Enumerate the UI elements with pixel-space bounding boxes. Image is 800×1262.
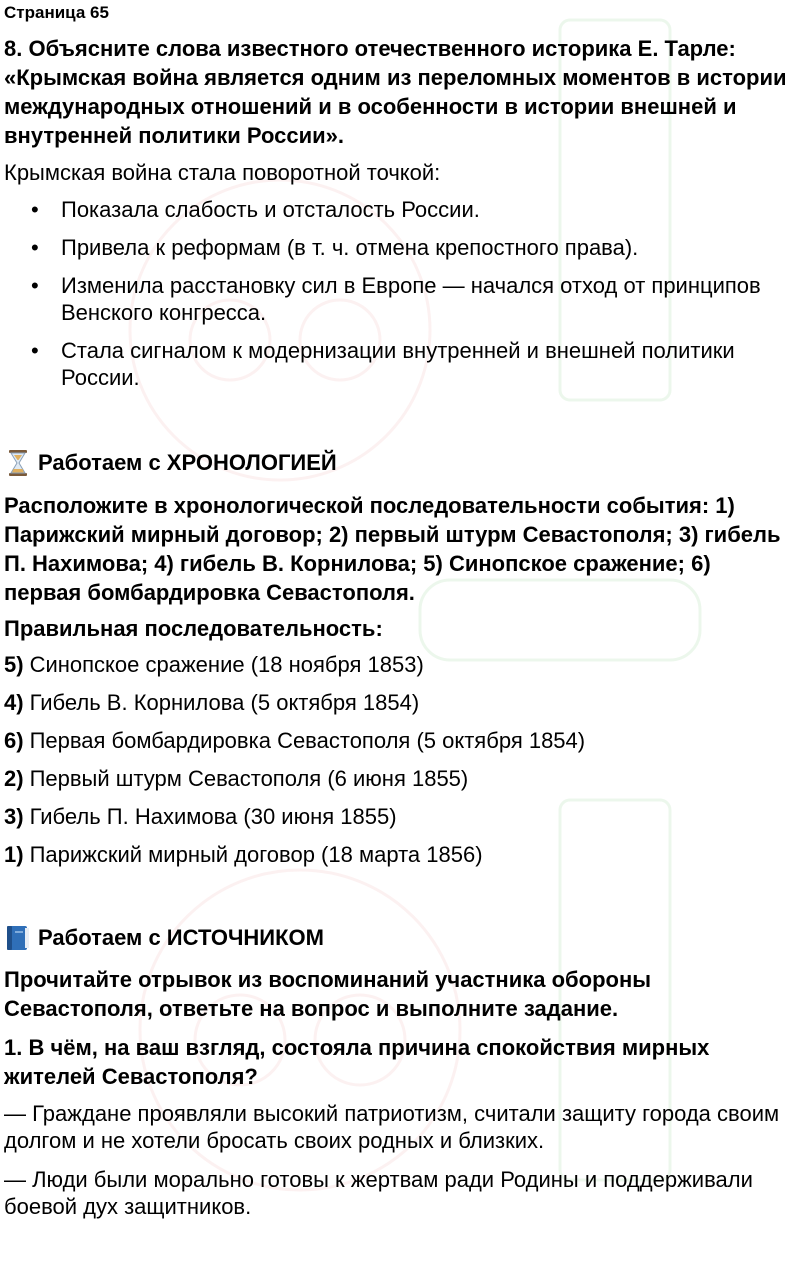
list-item-text: Изменила расстановку сил в Европе — начался отход от принципов Венского конгресса. [61, 273, 761, 325]
hourglass-icon [4, 449, 32, 477]
source-task: Прочитайте отрывок из воспоминаний участника обороны Севастополя, ответьте на вопрос и выполните задание. [4, 967, 652, 1021]
sequence-text: Синопское сражение (18 ноября 1853) [29, 652, 424, 677]
list-item [4, 689, 794, 727]
list-item [4, 234, 794, 261]
list-item [4, 803, 794, 841]
chronology-task: Расположите в хронологической последовательности события: 1) Парижский мирный договор; 2) первый штурм Севастополя; 3) гибель П. Нахимова; 4) гибель В. Корнилова; 5) Синопское сражение; 6) первая бомбардировка Севастополя. [4, 493, 781, 605]
list-item [4, 765, 794, 803]
list-item-text: Привела к реформам (в т. ч. отмена крепостного права). [61, 235, 639, 260]
source-heading-text: Работаем с ИСТОЧНИКОМ [38, 925, 324, 950]
bullet-marker: • [31, 338, 39, 363]
source-heading [4, 924, 324, 952]
chronology-heading [4, 449, 337, 477]
sequence-number: 3) [4, 804, 24, 829]
list-item-text: Стала сигналом к модернизации внутренней и внешней политики России. [61, 338, 735, 390]
page-number-label: Страница 65 [4, 3, 109, 22]
list-item [4, 337, 794, 391]
bullet-marker: • [31, 197, 39, 222]
list-item [4, 272, 794, 326]
list-item-text: Показала слабость и отсталость России. [61, 197, 480, 222]
sequence-number: 6) [4, 728, 24, 753]
bullet-marker: • [31, 273, 39, 298]
sequence-text: Первая бомбардировка Севастополя (5 октября 1854) [29, 728, 586, 753]
sequence-number: 5) [4, 652, 24, 677]
chronology-answer-label: Правильная последовательность: [4, 616, 383, 641]
bullet-marker: • [31, 235, 39, 260]
task-8-bullet-list [4, 196, 794, 402]
source-answer-2: — Люди были морально готовы к жертвам ради Родины и поддерживали боевой дух защитников. [4, 1167, 753, 1219]
list-item [4, 727, 794, 765]
sequence-number: 4) [4, 690, 24, 715]
task-8-question: 8. Объясните слова известного отечественного историка Е. Тарле: «Крымская война является одним из переломных моментов в истории международных отношений и в особенности в истории внешней и внутренней политики России». [4, 36, 787, 148]
chronology-heading-text: Работаем с ХРОНОЛОГИЕЙ [38, 450, 337, 475]
source-answer-1: — Граждане проявляли высокий патриотизм, считали защиту города своим долгом и не хотели бросать своих родных и близких. [4, 1101, 780, 1153]
chronology-sequence [4, 651, 794, 879]
sequence-number: 1) [4, 842, 24, 867]
book-icon [4, 924, 32, 952]
list-item [4, 196, 794, 223]
sequence-number: 2) [4, 766, 24, 791]
sequence-text: Гибель В. Корнилова (5 октября 1854) [29, 690, 420, 715]
source-question-1: 1. В чём, на ваш взгляд, состояла причина спокойствия мирных жителей Севастополя? [4, 1035, 710, 1089]
list-item [4, 841, 794, 879]
list-item [4, 651, 794, 689]
sequence-text: Первый штурм Севастополя (6 июня 1855) [29, 766, 469, 791]
sequence-text: Парижский мирный договор (18 марта 1856) [29, 842, 483, 867]
task-8-intro: Крымская война стала поворотной точкой: [4, 160, 441, 185]
sequence-text: Гибель П. Нахимова (30 июня 1855) [29, 804, 397, 829]
